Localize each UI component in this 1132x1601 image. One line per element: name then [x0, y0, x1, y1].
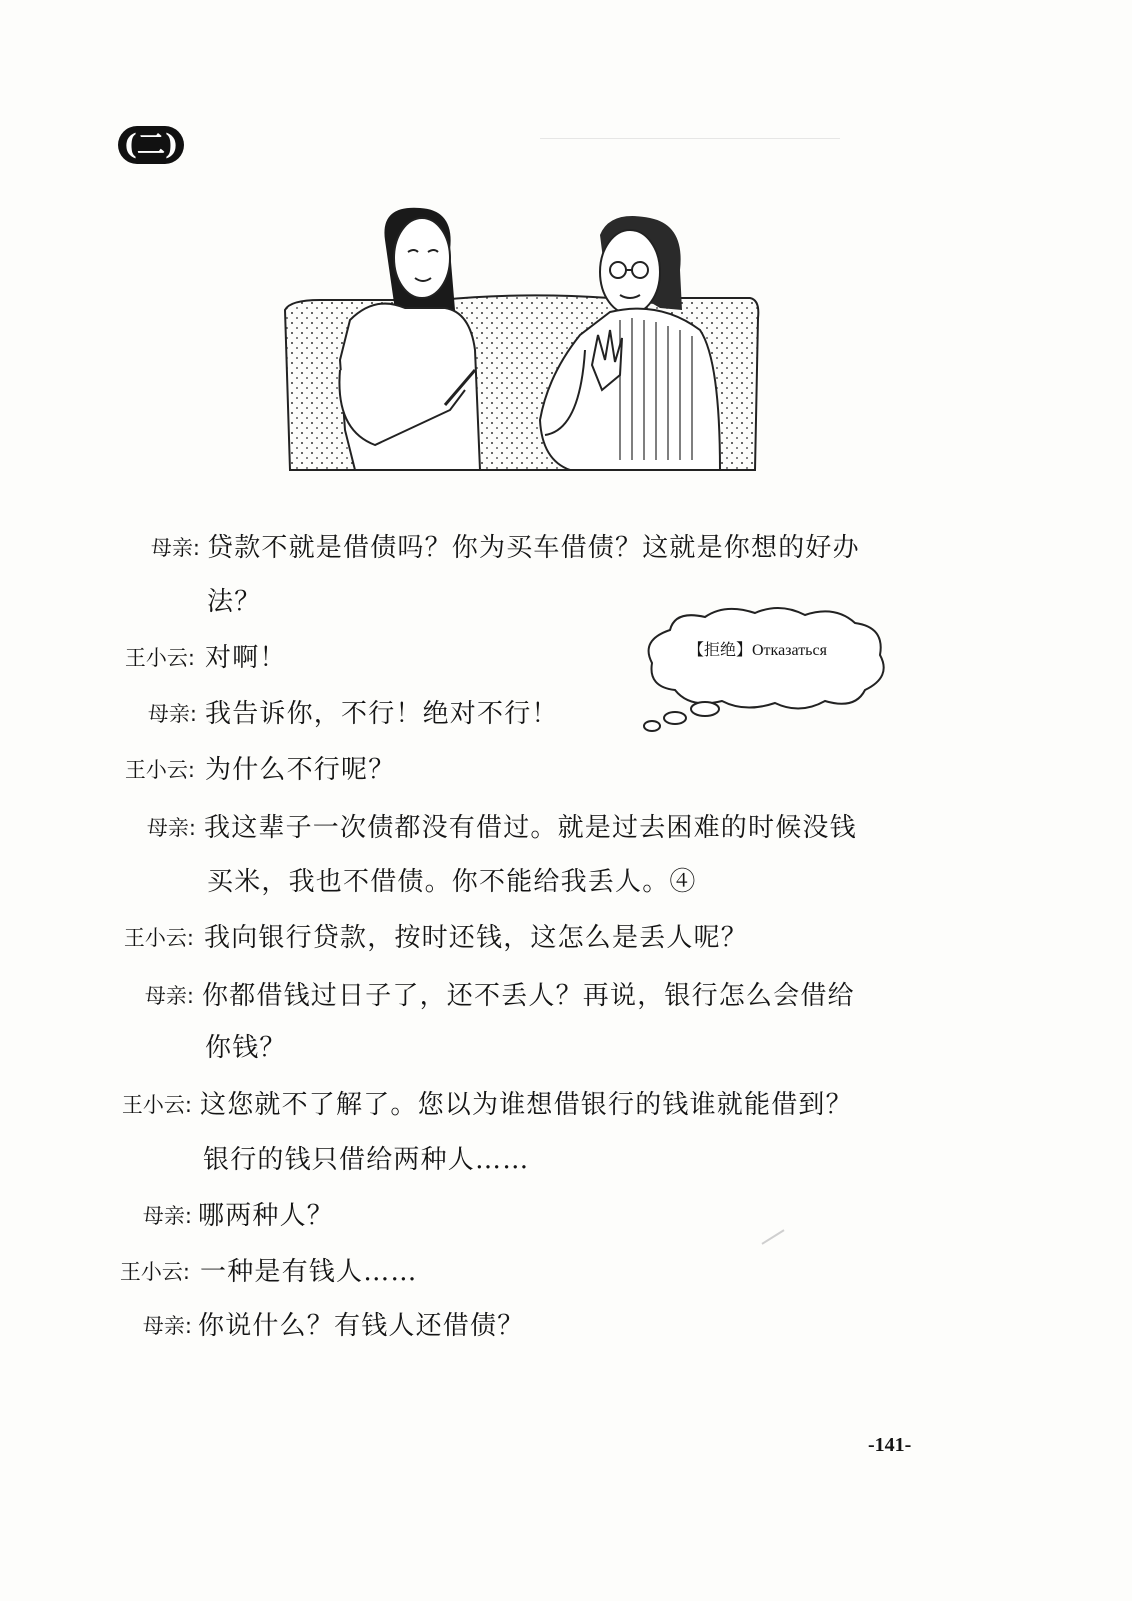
section-label: (二)	[123, 128, 179, 161]
dialogue-text: 为什么不行呢？	[205, 755, 396, 785]
dialogue-line	[0, 976, 1132, 1016]
dialogue-text: 我这辈子一次债都没有借过。就是过去困难的时候没钱	[204, 813, 857, 843]
dialogue-text: 法？	[207, 587, 262, 617]
dialogue-text: 买米，我也不借债。你不能给我丢人。④	[207, 867, 697, 897]
dialogue-text: 你都借钱过日子了，还不丢人？再说，银行怎么会借给	[202, 981, 855, 1011]
speaker-label: 王小云:	[119, 1260, 190, 1284]
dialogue-text: 我向银行贷款，按时还钱，这怎么是丢人呢？	[204, 923, 749, 953]
speaker-label: 王小云:	[123, 926, 194, 950]
dialogue-text: 银行的钱只借给两种人……	[203, 1145, 530, 1175]
dialogue-line	[0, 528, 1132, 568]
dialogue-line	[0, 1085, 1132, 1125]
dialogue-line	[0, 1306, 1132, 1346]
speaker-label: 母亲:	[147, 702, 197, 726]
speaker-label: 母亲:	[144, 984, 194, 1008]
dialogue-line	[0, 582, 1132, 622]
speaker-label: 王小云:	[124, 646, 195, 670]
dialogue-text: 我告诉你，不行！绝对不行！	[205, 699, 559, 729]
tip-text: 【拒绝】Отказаться	[688, 642, 827, 659]
dialogue-line	[0, 1252, 1132, 1292]
speaker-label: 母亲:	[142, 1314, 192, 1338]
dialogue-text: 贷款不就是借债吗？你为买车借债？这就是你想的好办	[207, 533, 860, 563]
dialogue-line	[0, 638, 1132, 678]
dialogue-line	[0, 1028, 1132, 1068]
dialogue-text: 你钱？	[205, 1033, 287, 1063]
dialogue-line	[0, 918, 1132, 958]
dialogue-line	[0, 1196, 1132, 1236]
dialogue-text: 对啊！	[205, 643, 287, 673]
scan-speck	[540, 138, 840, 139]
speaker-label: 王小云:	[121, 1093, 192, 1117]
dialogue-text: 哪两种人？	[198, 1201, 335, 1231]
speaker-label: 王小云:	[124, 758, 195, 782]
page-number: -141-	[868, 1434, 912, 1456]
dialogue-line	[0, 694, 1132, 734]
dialogue-line	[0, 1140, 1132, 1180]
dialogue-line	[0, 808, 1132, 848]
speaker-label: 母亲:	[146, 816, 196, 840]
dialogue-line	[0, 862, 1132, 902]
dialogue-line	[0, 750, 1132, 790]
speaker-label: 母亲:	[142, 1204, 192, 1228]
dialogue-text: 一种是有钱人……	[200, 1257, 418, 1287]
dialogue-text: 你说什么？有钱人还借债？	[198, 1311, 525, 1341]
dialogue-text: 这您就不了解了。您以为谁想借银行的钱谁就能借到？	[200, 1090, 853, 1120]
speaker-label: 母亲:	[150, 536, 200, 560]
